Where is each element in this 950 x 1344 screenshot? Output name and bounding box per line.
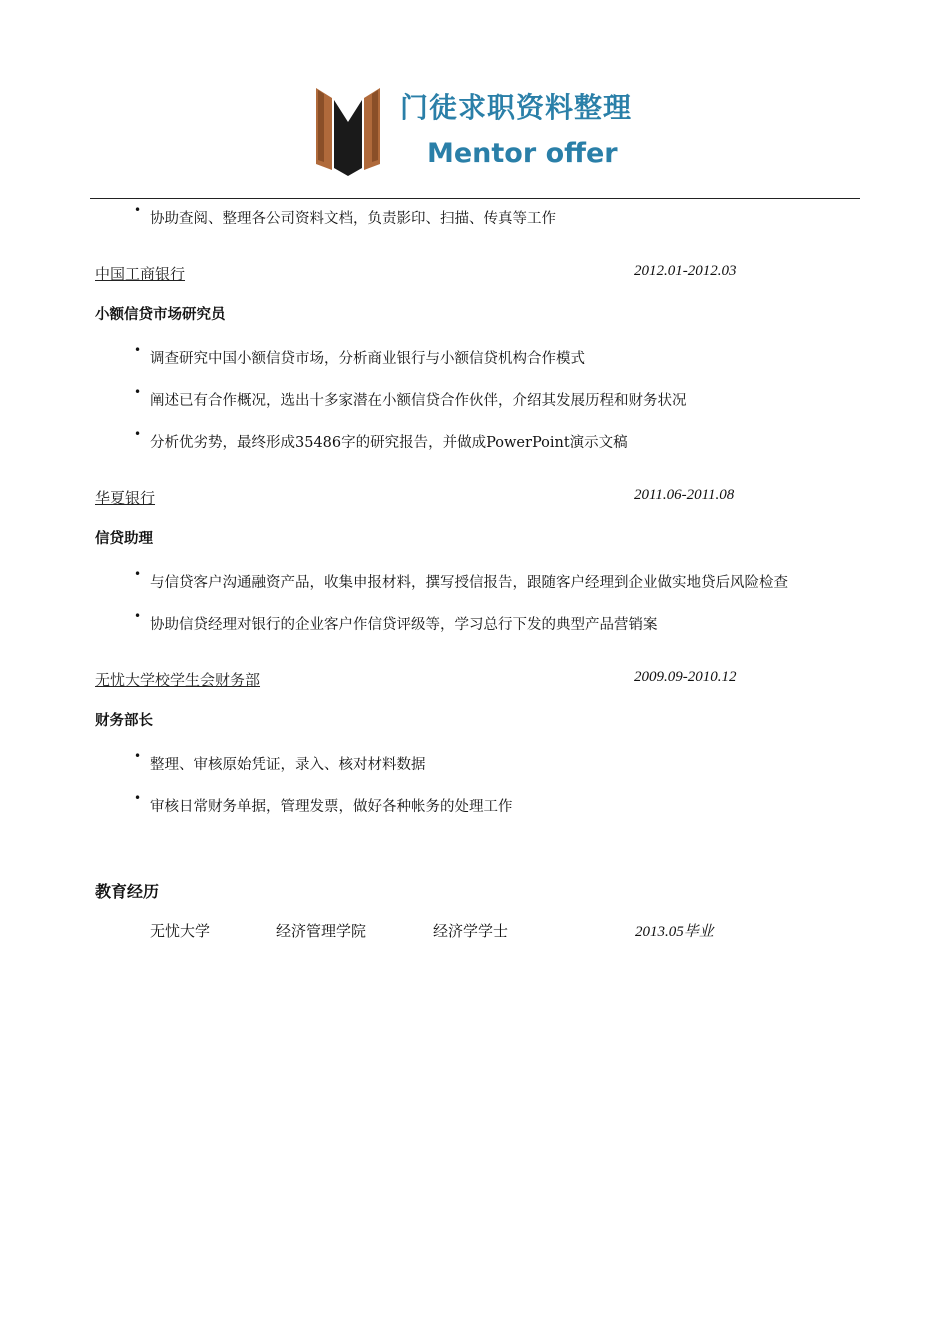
- experience-org-icbc: 中国工商银行: [95, 265, 186, 283]
- education-status: 毕业: [683, 924, 714, 940]
- list-item: [134, 791, 513, 816]
- list-item: [134, 427, 628, 452]
- bullet-icon: •: [134, 427, 142, 441]
- bullet-text: 与信贷客户沟通融资产品，收集申报材料，撰写授信报告，跟随客户经理到企业做实地贷后风险检查: [150, 575, 788, 591]
- experience-org-student-union: 无忧大学校学生会财务部: [95, 671, 261, 689]
- header-logo: [312, 82, 642, 177]
- bullet-icon: •: [134, 749, 142, 763]
- bullet-text: 协助信贷经理对银行的企业客户作信贷评级等，学习总行下发的典型产品营销案: [150, 617, 658, 633]
- mentor-logo-icon: [312, 82, 384, 177]
- bullet-text: 协助查阅、整理各公司资料文档，负责影印、扫描、传真等工作: [150, 211, 556, 227]
- bullet-text: 审核日常财务单据，管理发票，做好各种帐务的处理工作: [150, 799, 513, 815]
- bullet-icon: •: [134, 385, 142, 399]
- education-date-value: 2013.05: [635, 924, 684, 940]
- header-divider: [90, 198, 860, 199]
- experience-role: 信贷助理: [95, 531, 153, 547]
- list-item: [134, 203, 556, 228]
- list-item: [134, 749, 426, 774]
- education-date: [635, 920, 714, 941]
- experience-date: 2012.01-2012.03: [634, 263, 737, 279]
- education-section-title: 教育经历: [95, 882, 160, 901]
- experience-date: 2011.06-2011.08: [634, 487, 735, 503]
- logo-chinese-title: 门徒求职资料整理: [400, 91, 633, 124]
- experience-org-hxb: 华夏银行: [95, 489, 156, 507]
- bullet-text: 整理、审核原始凭证，录入、核对材料数据: [150, 757, 426, 773]
- bullet-icon: •: [134, 567, 142, 581]
- experience-role: 小额信贷市场研究员: [95, 307, 226, 323]
- list-item: [134, 385, 687, 410]
- bullet-icon: •: [134, 203, 142, 217]
- logo-english-title: Mentor offer: [427, 138, 618, 169]
- education-college: 经济管理学院: [276, 922, 367, 940]
- bullet-icon: •: [134, 343, 142, 357]
- education-degree: 经济学学士: [433, 922, 509, 940]
- education-school: 无忧大学: [150, 922, 211, 940]
- bullet-text: 阐述已有合作概况，选出十多家潜在小额信贷合作伙伴，介绍其发展历程和财务状况: [150, 393, 687, 409]
- list-item: [134, 567, 788, 592]
- bullet-text: 调查研究中国小额信贷市场，分析商业银行与小额信贷机构合作模式: [150, 351, 585, 367]
- list-item: [134, 343, 585, 368]
- bullet-text: 分析优劣势，最终形成35486字的研究报告，并做成PowerPoint演示文稿: [150, 435, 628, 451]
- experience-role: 财务部长: [95, 713, 153, 729]
- experience-date: 2009.09-2010.12: [634, 669, 737, 685]
- bullet-icon: •: [134, 609, 142, 623]
- list-item: [134, 609, 658, 634]
- bullet-icon: •: [134, 791, 142, 805]
